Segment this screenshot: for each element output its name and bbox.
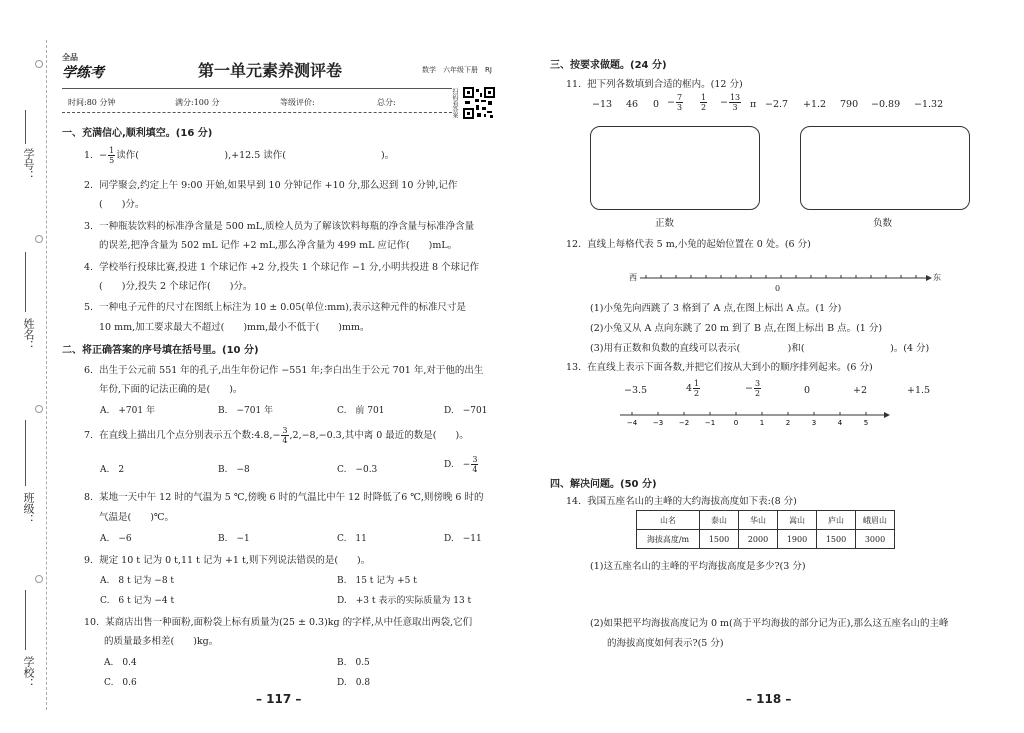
q11-num-a: −13: [592, 99, 613, 110]
q13-number-line[interactable]: [620, 407, 890, 431]
q14-sub-1: (1)这五座名山的主峰的平均海拔高度是多少?(3 分): [590, 561, 806, 572]
q11-num-f: − $\frac{13}{3}$: [720, 93, 741, 112]
q6-option-d[interactable]: D. −701: [444, 406, 488, 416]
positive-number-box[interactable]: [590, 126, 760, 210]
q9-option-b[interactable]: B. 15 t 记为 +5 t: [337, 576, 417, 586]
table-cell: 嵩山: [778, 511, 817, 530]
q10-option-a[interactable]: A. 0.4: [104, 658, 137, 668]
question-6: 6. 出生于公元前 551 年的孔子,出生年份记作 −551 年;李白出生于公元 701 年,对于他的出生: [84, 365, 484, 376]
table-header-row: [637, 511, 895, 530]
table-cell: 2000: [739, 530, 778, 549]
q8-option-b[interactable]: B. −1: [218, 534, 250, 544]
page-number-left: – 117 –: [256, 692, 302, 706]
q12-sub-3: (3)用有正数和负数的直线可以表示( )和( )。(4 分): [590, 343, 930, 354]
q14-sub-2: (2)如果把平均海拔高度记为 0 m(高于平均海拔的部分记为正),那么这五座名山的主峰: [590, 618, 949, 629]
tick-label: −3: [652, 419, 664, 427]
q12-sub-1: (1)小兔先向西跳了 3 格到了 A 点,在图上标出 A 点。(1 分): [590, 303, 842, 314]
student-no-label: 学号：: [22, 148, 35, 181]
q7-option-b[interactable]: B. −8: [218, 465, 250, 475]
table-cell: 1900: [778, 530, 817, 549]
q11-num-h: −2.7: [765, 99, 789, 110]
q11-num-b: 46: [626, 99, 639, 110]
section-3-heading: 三、按要求做题。(24 分): [550, 60, 667, 71]
q10-option-d[interactable]: D. 0.8: [337, 678, 371, 688]
q13-item-f: +1.5: [907, 385, 931, 396]
question-6-line-2: 年份,下面的记法正确的是( )。: [99, 384, 243, 395]
negative-number-box[interactable]: [800, 126, 970, 210]
total-score-label: 总分:: [377, 98, 396, 107]
time-info: 时间:80 分钟: [68, 98, 116, 107]
table-cell: 华山: [739, 511, 778, 530]
q10-option-b[interactable]: B. 0.5: [337, 658, 370, 668]
page-title: 第一单元素养测评卷: [198, 61, 343, 80]
tick-label: 5: [863, 419, 869, 427]
question-3: 3. 一种瓶装饮料的标准净含量是 500 mL,质检人员为了解该饮料每瓶的净含量与标准净含量: [84, 221, 475, 232]
name-line[interactable]: [25, 252, 26, 312]
qr-note: 扫码看答案: [451, 88, 458, 118]
tick-label: 3: [811, 419, 817, 427]
full-score-info: 满分:100 分: [175, 98, 220, 107]
tick-label: 2: [785, 419, 791, 427]
brand-logo: 全品 学练考: [62, 53, 104, 81]
table-cell: 庐山: [817, 511, 856, 530]
q6-option-c[interactable]: C. 前 701: [337, 406, 385, 416]
q11-num-g: π: [750, 99, 757, 110]
positive-box-label: 正数: [655, 218, 675, 229]
east-label: 东: [933, 273, 941, 282]
q11-num-e: $\frac{1}{2}$: [701, 93, 707, 112]
q9-option-a[interactable]: A. 8 t 记为 −8 t: [100, 576, 175, 586]
cut-line: [46, 40, 47, 710]
question-14: 14. 我国五座名山的主峰的大约海拔高度如下表:(8 分): [566, 496, 797, 507]
q6-option-a[interactable]: A. +701 年: [100, 406, 155, 416]
q10-option-c[interactable]: C. 0.6: [104, 678, 137, 688]
grade-eval-label: 等级评价:: [280, 98, 315, 107]
q13-item-a: −3.5: [624, 385, 648, 396]
question-5: 5. 一种电子元件的尺寸在图纸上标注为 10 ± 0.05(单位:mm),表示这种元件的标准尺寸是: [84, 302, 467, 313]
question-10: 10. 某商店出售一种面粉,面粉袋上标有质量为(25 ± 0.3)kg 的字样,从中任意取出两袋,它们: [84, 617, 473, 628]
question-3-line-2: 的误差,把净含量为 502 mL 记作 +2 mL,那么净含量为 499 mL 应记作( )mL。: [99, 240, 458, 251]
school-label: 学校：: [22, 656, 35, 689]
page-number-right: – 118 –: [746, 692, 792, 706]
q13-item-d: 0: [804, 385, 811, 396]
q11-num-c: 0: [653, 99, 660, 110]
header-rule-2: [62, 112, 452, 113]
question-11: 11. 把下列各数填到合适的框内。(12 分): [566, 79, 743, 90]
q8-option-c[interactable]: C. 11: [337, 534, 367, 544]
q11-num-j: 790: [840, 99, 859, 110]
q9-option-c[interactable]: C. 6 t 记为 −4 t: [100, 596, 175, 606]
subject-info: 数学 六年级下册 RJ: [422, 66, 492, 74]
tick-label: −1: [704, 419, 716, 427]
tick-label: 4: [837, 419, 843, 427]
q7-option-c[interactable]: C. −0.3: [337, 465, 378, 475]
question-8: 8. 某地一天中午 12 时的气温为 5 ℃,傍晚 6 时的气温比中午 12 时降低了6 ℃,则傍晚 6 时的: [84, 492, 484, 503]
table-cell: 1500: [817, 530, 856, 549]
q7-option-d[interactable]: D. − $\frac{3}{4}$: [444, 455, 478, 474]
table-cell: 1500: [700, 530, 739, 549]
tick-label: −4: [626, 419, 638, 427]
table-cell: 3000: [856, 530, 895, 549]
west-label: 西: [629, 273, 637, 282]
q12-sub-2: (2)小兔又从 A 点向东跳了 20 m 到了 B 点,在图上标出 B 点。(1 分): [590, 323, 883, 334]
header-rule: [62, 88, 452, 89]
q11-num-d: − $\frac{7}{3}$: [667, 93, 683, 112]
section-1-heading: 一、充满信心,顺利填空。(16 分): [62, 128, 213, 139]
q13-item-c: − $\frac{3}{2}$: [745, 379, 761, 398]
class-line[interactable]: [25, 420, 26, 486]
binding-hole: [35, 575, 43, 583]
binding-hole: [35, 405, 43, 413]
q11-num-l: −1.32: [914, 99, 944, 110]
q6-option-b[interactable]: B. −701 年: [218, 406, 274, 416]
tick-label: −2: [678, 419, 690, 427]
question-1: 1. − $\frac{1}{5}$ 读作( ),+12.5 读作( )。: [84, 146, 395, 165]
qr-code[interactable]: [463, 87, 495, 119]
section-2-heading: 二、将正确答案的序号填在括号里。(10 分): [62, 345, 259, 356]
table-cell: 泰山: [700, 511, 739, 530]
q14-sub-2-line-2: 的海拔高度如何表示?(5 分): [607, 638, 724, 649]
table-cell: 峨眉山: [856, 511, 895, 530]
altitude-table: [636, 510, 895, 549]
q11-num-i: +1.2: [803, 99, 827, 110]
q13-item-b: 4 $\frac{1}{2}$: [686, 379, 700, 398]
q13-item-e: +2: [853, 385, 868, 396]
student-no-line[interactable]: [25, 110, 26, 144]
q8-option-a[interactable]: A. −6: [100, 534, 132, 544]
question-8-line-2: 气温是( )℃。: [99, 512, 175, 523]
binding-hole: [35, 235, 43, 243]
question-7: 7. 在直线上描出几个点分别表示五个数:4.8,− $\frac{3}{4}$ ,2,−8,−0.3,其中离 0 最近的数是( )。: [84, 426, 469, 445]
question-9: 9. 规定 10 t 记为 0 t,11 t 记为 +1 t,则下列说法错误的是( )。: [84, 555, 371, 566]
question-13: 13. 在直线上表示下面各数,并把它们按从大到小的顺序排列起来。(6 分): [566, 362, 873, 373]
table-cell: 海拔高度/m: [637, 530, 700, 549]
question-5-line-2: 10 mm,加工要求最大不超过( )mm,最小不低于( )mm。: [99, 322, 370, 333]
section-4-heading: 四、解决问题。(50 分): [550, 479, 657, 490]
question-2-line-2: ( )分。: [99, 199, 145, 210]
zero-label: 0: [775, 284, 781, 293]
school-line[interactable]: [25, 590, 26, 650]
tick-label: 0: [733, 419, 739, 427]
name-label: 姓名：: [22, 318, 35, 351]
class-label: 班级：: [22, 492, 35, 525]
question-12: 12. 直线上每格代表 5 m,小兔的起始位置在 0 处。(6 分): [566, 239, 811, 250]
q9-option-d[interactable]: D. +3 t 表示的实际质量为 13 t: [337, 596, 472, 606]
table-cell: 山名: [637, 511, 700, 530]
q12-number-line[interactable]: [640, 270, 932, 286]
q8-option-d[interactable]: D. −11: [444, 534, 482, 544]
question-10-line-2: 的质量最多相差( )kg。: [104, 636, 219, 647]
table-row: [637, 530, 895, 549]
q7-option-a[interactable]: A. 2: [100, 465, 125, 475]
question-2: 2. 同学聚会,约定上午 9:00 开始,如果早到 10 分钟记作 +10 分,那么迟到 10 分钟,记作: [84, 180, 458, 191]
tick-label: 1: [759, 419, 765, 427]
q11-num-k: −0.89: [871, 99, 901, 110]
binding-hole: [35, 60, 43, 68]
question-4: 4. 学校举行投球比赛,投进 1 个球记作 +2 分,投失 1 个球记作 −1 分,小明共投进 8 个球记作: [84, 262, 480, 273]
negative-box-label: 负数: [873, 218, 893, 229]
question-4-line-2: ( )分,投失 2 个球记作( )分。: [99, 281, 253, 292]
